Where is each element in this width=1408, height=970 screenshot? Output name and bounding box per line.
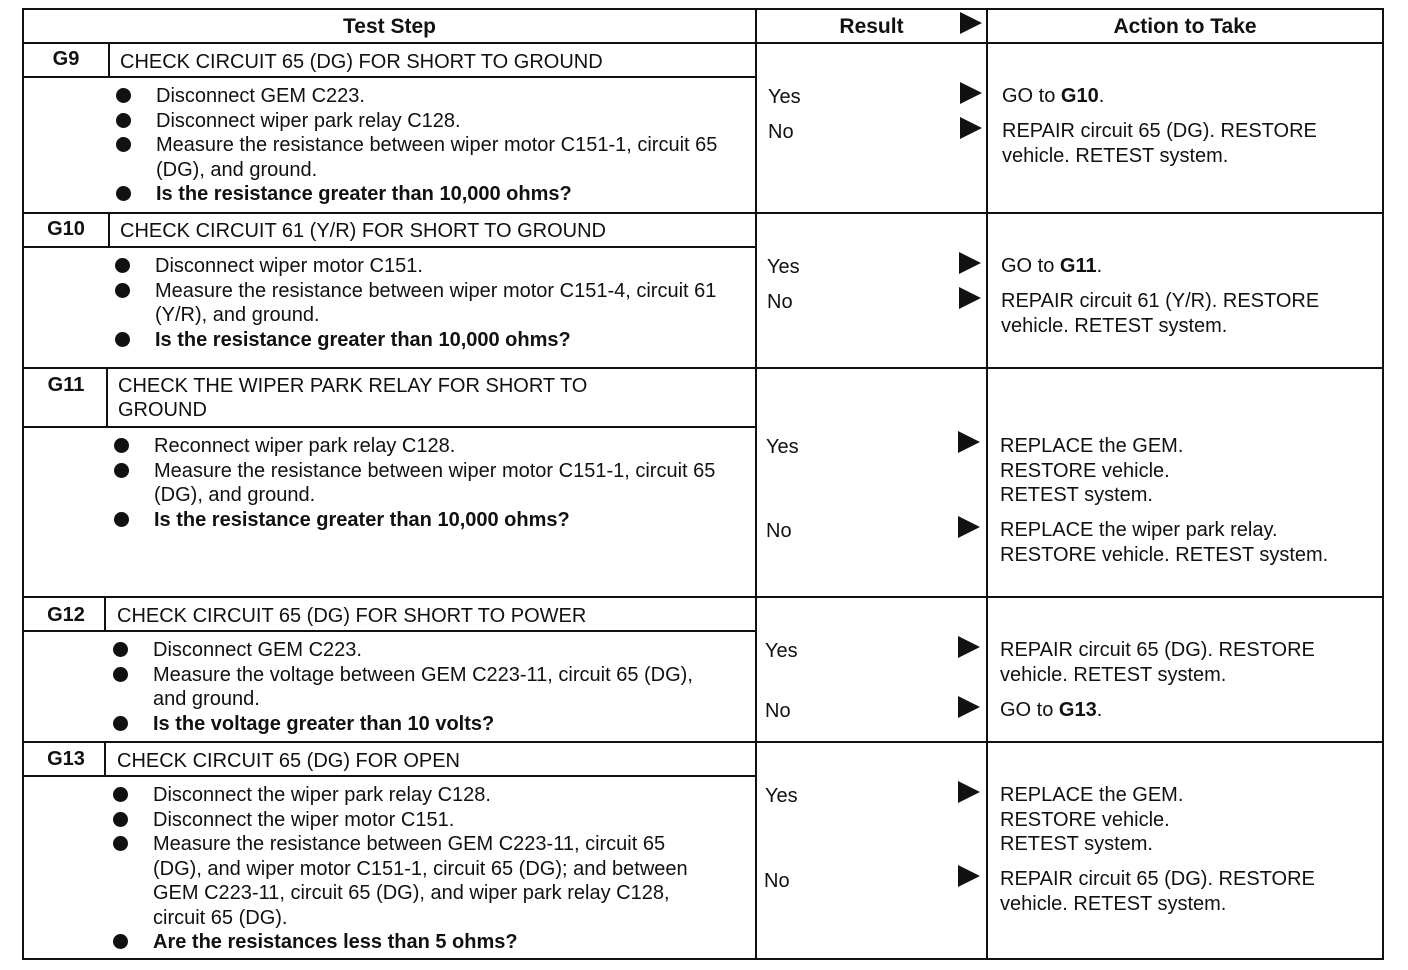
list-item: Disconnect wiper motor C151. [155,254,725,279]
step-title: CHECK CIRCUIT 65 (DG) FOR OPEN [117,750,460,772]
row-divider [24,741,1382,743]
result-no: No [765,700,791,722]
arrow-icon [958,516,980,538]
header-action: Action to Take [1113,15,1257,38]
list-item: Disconnect wiper park relay C128. [156,109,726,134]
action-no: REPLACE the wiper park relay. RESTORE vehicle. RETEST system. [1000,519,1329,566]
action-yes: REPLACE the GEM. RESTORE vehicle. RETEST system. [1000,784,1184,855]
bullet-icon [113,716,128,731]
list-item: Disconnect the wiper park relay C128. [153,783,713,808]
arrow-icon [960,82,982,104]
arrow-icon [958,431,980,453]
column-divider-result [755,10,757,958]
step-id: G13 [47,748,85,770]
bullet-icon [115,258,130,273]
action-yes: REPAIR circuit 65 (DG). RESTORE vehicle. RETEST system. [1000,639,1315,686]
list-item-question: Is the resistance greater than 10,000 ohms? [154,508,724,533]
action-no: REPAIR circuit 61 (Y/R). RESTORE vehicle. RETEST system. [1001,290,1320,337]
action-yes: REPLACE the GEM. RESTORE vehicle. RETEST system. [1000,435,1184,506]
bullet-icon [116,113,131,128]
list-item: Measure the resistance between wiper motor C151-1, circuit 65 (DG), and ground. [156,133,726,182]
result-yes: Yes [765,785,798,807]
bullet-icon [116,137,131,152]
row-divider [24,367,1382,369]
result-yes: Yes [768,86,801,108]
bullet-icon [114,438,129,453]
test-step-table [22,8,1384,960]
list-item-question: Are the resistances less than 5 ohms? [153,930,713,955]
action-no: REPAIR circuit 65 (DG). RESTORE vehicle. RETEST system. [1000,868,1315,915]
step-instructions [154,434,724,532]
arrow-icon [958,696,980,718]
step-title: CHECK CIRCUIT 65 (DG) FOR SHORT TO GROUND [120,51,603,73]
list-item-question: Is the resistance greater than 10,000 ohms? [155,328,725,353]
list-item: Measure the resistance between wiper motor C151-4, circuit 61 (Y/R), and ground. [155,279,725,328]
column-divider-action [986,10,988,958]
result-no: No [764,870,790,892]
action-no: GO to G13. [1000,699,1103,721]
list-item-question: Is the voltage greater than 10 volts? [153,712,728,737]
bullet-icon [113,934,128,949]
bullet-icon [116,88,131,103]
list-item: Measure the resistance between wiper motor C151-1, circuit 65 (DG), and ground. [154,459,724,508]
list-item: Disconnect GEM C223. [156,84,726,109]
list-item: Measure the resistance between GEM C223-11, circuit 65 (DG), and wiper motor C151-1, circuit 65 (DG); and between GEM C223-11, circuit 65 (DG), and wiper park relay C128, circuit 65 (DG). [153,832,713,930]
result-no: No [766,520,792,542]
step-id-divider [108,214,110,248]
arrow-icon [959,287,981,309]
step-title: CHECK CIRCUIT 61 (Y/R) FOR SHORT TO GROUND [120,220,606,242]
step-id-divider [104,743,106,777]
title-divider [24,775,755,777]
arrow-icon [958,865,980,887]
bullet-icon [115,283,130,298]
header-test-step: Test Step [343,15,436,38]
list-item: Measure the voltage between GEM C223-11, circuit 65 (DG), and ground. [153,663,728,712]
step-title: CHECK THE WIPER PARK RELAY FOR SHORT TO GROUND [118,375,588,421]
bullet-icon [113,642,128,657]
step-id-divider [106,369,108,428]
result-yes: Yes [766,436,799,458]
action-yes: GO to G11. [1001,255,1103,277]
step-instructions [153,638,728,736]
list-item: Disconnect the wiper motor C151. [153,808,713,833]
step-id-divider [104,598,106,632]
header-arrow-icon [960,12,982,34]
arrow-icon [958,781,980,803]
step-instructions [153,783,713,955]
bullet-icon [115,332,130,347]
bullet-icon [114,512,129,527]
step-title: CHECK CIRCUIT 65 (DG) FOR SHORT TO POWER [117,605,587,627]
arrow-icon [960,117,982,139]
action-yes: GO to G10. [1002,85,1105,107]
title-divider [24,76,755,78]
step-id: G10 [47,218,85,240]
step-instructions [155,254,725,352]
step-id-divider [108,44,110,78]
result-yes: Yes [765,640,798,662]
bullet-icon [116,186,131,201]
step-id: G9 [52,48,80,70]
title-divider [24,426,755,428]
title-divider [24,630,755,632]
title-divider [24,246,755,248]
step-id: G11 [47,374,85,396]
header-result: Result [839,15,904,38]
action-no: REPAIR circuit 65 (DG). RESTORE vehicle. RETEST system. [1002,120,1317,167]
result-no: No [768,121,794,143]
list-item-question: Is the resistance greater than 10,000 ohms? [156,182,726,207]
step-id: G12 [47,604,85,626]
list-item: Disconnect GEM C223. [153,638,728,663]
bullet-icon [114,463,129,478]
row-divider [24,596,1382,598]
bullet-icon [113,812,128,827]
arrow-icon [959,252,981,274]
step-instructions [156,84,726,207]
list-item: Reconnect wiper park relay C128. [154,434,724,459]
arrow-icon [958,636,980,658]
row-divider [24,212,1382,214]
bullet-icon [113,787,128,802]
result-no: No [767,291,793,313]
bullet-icon [113,836,128,851]
header-divider [24,42,1382,44]
bullet-icon [113,667,128,682]
result-yes: Yes [767,256,800,278]
